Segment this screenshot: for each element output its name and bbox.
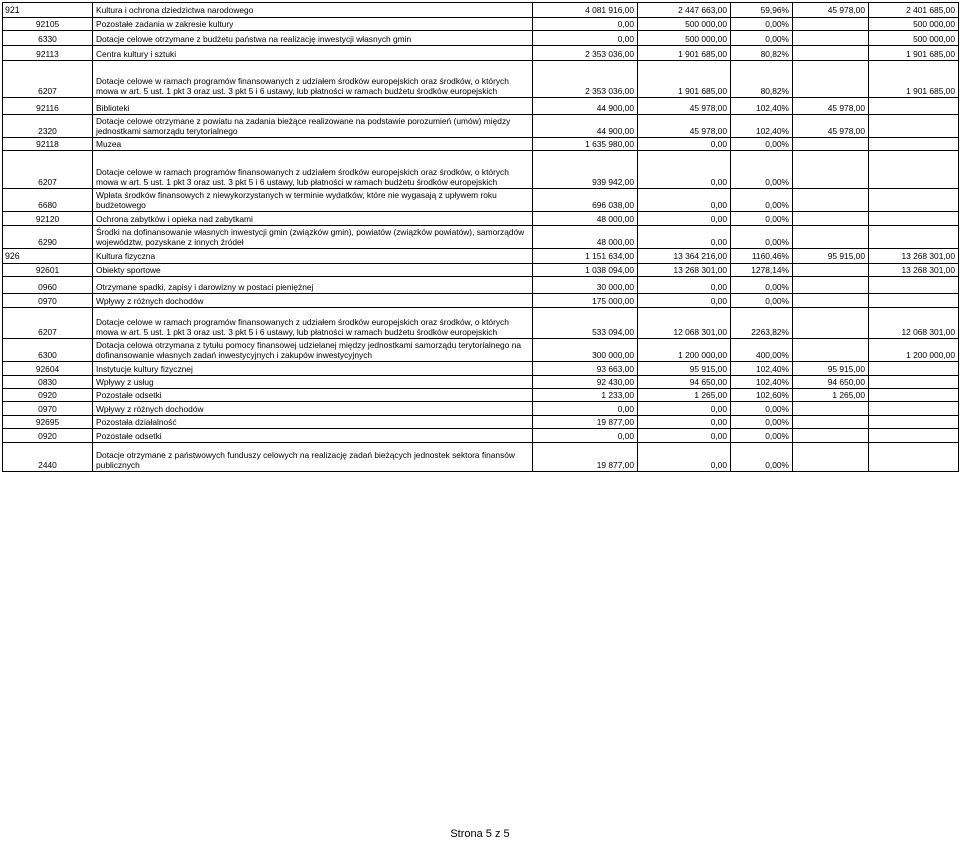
plan-value: 44 900,00: [533, 115, 638, 138]
plan-value: 19 877,00: [533, 443, 638, 472]
execution-value: 95 915,00: [638, 362, 731, 376]
plan-value: 696 038,00: [533, 189, 638, 212]
classification-code: 92118: [3, 138, 93, 151]
property-value: [869, 294, 959, 308]
percent-value: 102,40%: [731, 115, 793, 138]
execution-value: 2 447 663,00: [638, 3, 731, 18]
row-description: Dotacje otrzymane z państwowych funduszy celowych na realizację zadań bieżących jednostek sektora finansów publicznych: [93, 443, 533, 472]
property-value: 1 901 685,00: [869, 61, 959, 98]
current-value: [793, 429, 869, 443]
execution-value: 0,00: [638, 189, 731, 212]
classification-code: 92601: [3, 264, 93, 277]
current-value: [793, 402, 869, 416]
percent-value: 0,00%: [731, 416, 793, 429]
row-description: Pozostałe odsetki: [93, 429, 533, 443]
row-description: Dotacje celowe w ramach programów finansowanych z udziałem środków europejskich oraz środków, o których mowa w art. 5 ust. 1 pkt 3 oraz ust. 3 pkt 5 i 6 ustawy, lub płatności w ramach budżetu środków europejskich: [93, 61, 533, 98]
row-description: Instytucje kultury fizycznej: [93, 362, 533, 376]
plan-value: 175 000,00: [533, 294, 638, 308]
row-description: Wpłata środków finansowych z niewykorzystanych w terminie wydatków, które nie wygasają z upływem roku budżetowego: [93, 189, 533, 212]
execution-value: 0,00: [638, 416, 731, 429]
current-value: 95 915,00: [793, 249, 869, 264]
chapter-row: [3, 212, 959, 226]
current-value: [793, 294, 869, 308]
execution-value: 500 000,00: [638, 18, 731, 31]
row-description: Muzea: [93, 138, 533, 151]
paragraph-row: [3, 389, 959, 402]
classification-code: 92604: [3, 362, 93, 376]
percent-value: 400,00%: [731, 339, 793, 362]
execution-value: 0,00: [638, 138, 731, 151]
row-description: Centra kultury i sztuki: [93, 46, 533, 61]
percent-value: 102,40%: [731, 362, 793, 376]
plan-value: 533 094,00: [533, 308, 638, 339]
execution-value: 13 268 301,00: [638, 264, 731, 277]
property-value: [869, 98, 959, 115]
percent-value: 80,82%: [731, 46, 793, 61]
plan-value: 1 233,00: [533, 389, 638, 402]
page-number: Strona 5 z 5: [450, 828, 510, 840]
property-value: [869, 277, 959, 294]
row-description: Wpływy z usług: [93, 376, 533, 389]
row-description: Środki na dofinansowanie własnych inwestycji gmin (związków gmin), powiatów (związków powiatów), samorządów województw, pozyskane z innych źródeł: [93, 226, 533, 249]
paragraph-row: [3, 189, 959, 212]
plan-value: 0,00: [533, 31, 638, 46]
plan-value: 1 038 094,00: [533, 264, 638, 277]
current-value: [793, 151, 869, 189]
current-value: [793, 31, 869, 46]
percent-value: 0,00%: [731, 226, 793, 249]
property-value: [869, 402, 959, 416]
current-value: 1 265,00: [793, 389, 869, 402]
current-value: [793, 61, 869, 98]
percent-value: 1278,14%: [731, 264, 793, 277]
percent-value: 102,40%: [731, 376, 793, 389]
classification-code: 2440: [3, 443, 93, 472]
property-value: 12 068 301,00: [869, 308, 959, 339]
paragraph-row: [3, 31, 959, 46]
classification-code: 0830: [3, 376, 93, 389]
execution-value: 1 901 685,00: [638, 61, 731, 98]
execution-value: 500 000,00: [638, 31, 731, 46]
current-value: [793, 339, 869, 362]
execution-value: 94 650,00: [638, 376, 731, 389]
execution-value: 45 978,00: [638, 98, 731, 115]
plan-value: 1 635 980,00: [533, 138, 638, 151]
classification-code: 6680: [3, 189, 93, 212]
current-value: 45 978,00: [793, 3, 869, 18]
row-description: Biblioteki: [93, 98, 533, 115]
section-row: [3, 249, 959, 264]
property-value: 2 401 685,00: [869, 3, 959, 18]
classification-code: 0920: [3, 389, 93, 402]
current-value: [793, 308, 869, 339]
row-description: Obiekty sportowe: [93, 264, 533, 277]
paragraph-row: [3, 376, 959, 389]
classification-code: 2320: [3, 115, 93, 138]
plan-value: 0,00: [533, 429, 638, 443]
classification-code: 0970: [3, 402, 93, 416]
classification-code: 92120: [3, 212, 93, 226]
plan-value: 2 353 036,00: [533, 61, 638, 98]
classification-code: 0920: [3, 429, 93, 443]
execution-value: 0,00: [638, 151, 731, 189]
row-description: Pozostałe zadania w zakresie kultury: [93, 18, 533, 31]
plan-value: 2 353 036,00: [533, 46, 638, 61]
classification-code: 926: [3, 249, 93, 264]
current-value: 95 915,00: [793, 362, 869, 376]
classification-code: 6300: [3, 339, 93, 362]
classification-code: 6207: [3, 61, 93, 98]
property-value: 500 000,00: [869, 31, 959, 46]
current-value: 45 978,00: [793, 98, 869, 115]
classification-code: 6207: [3, 308, 93, 339]
property-value: [869, 376, 959, 389]
percent-value: 0,00%: [731, 189, 793, 212]
property-value: [869, 212, 959, 226]
execution-value: 0,00: [638, 294, 731, 308]
execution-value: 0,00: [638, 429, 731, 443]
percent-value: 0,00%: [731, 31, 793, 46]
row-description: Dotacje celowe w ramach programów finansowanych z udziałem środków europejskich oraz środków, o których mowa w art. 5 ust. 1 pkt 3 oraz ust. 3 pkt 5 i 6 ustawy, lub płatności w ramach budżetu środków europejskich: [93, 151, 533, 189]
property-value: [869, 151, 959, 189]
classification-code: 0960: [3, 277, 93, 294]
classification-code: 92113: [3, 46, 93, 61]
plan-value: 300 000,00: [533, 339, 638, 362]
row-description: Dotacje celowe otrzymane z budżetu państwa na realizację inwestycji własnych gmin: [93, 31, 533, 46]
execution-value: 0,00: [638, 443, 731, 472]
percent-value: 80,82%: [731, 61, 793, 98]
paragraph-row: [3, 429, 959, 443]
row-description: Wpływy z różnych dochodów: [93, 294, 533, 308]
budget-table-body: [3, 3, 959, 472]
row-description: Kultura i ochrona dziedzictwa narodowego: [93, 3, 533, 18]
property-value: [869, 226, 959, 249]
plan-value: 19 877,00: [533, 416, 638, 429]
chapter-row: [3, 264, 959, 277]
classification-code: 6290: [3, 226, 93, 249]
plan-value: 0,00: [533, 402, 638, 416]
paragraph-row: [3, 339, 959, 362]
execution-value: 45 978,00: [638, 115, 731, 138]
execution-value: 1 200 000,00: [638, 339, 731, 362]
current-value: [793, 277, 869, 294]
paragraph-row: [3, 115, 959, 138]
paragraph-row: [3, 151, 959, 189]
percent-value: 102,60%: [731, 389, 793, 402]
plan-value: 0,00: [533, 18, 638, 31]
chapter-row: [3, 362, 959, 376]
plan-value: 93 663,00: [533, 362, 638, 376]
execution-value: 0,00: [638, 402, 731, 416]
row-description: Ochrona zabytków i opieka nad zabytkami: [93, 212, 533, 226]
classification-code: 92105: [3, 18, 93, 31]
plan-value: 939 942,00: [533, 151, 638, 189]
plan-value: 4 081 916,00: [533, 3, 638, 18]
property-value: 500 000,00: [869, 18, 959, 31]
plan-value: 48 000,00: [533, 226, 638, 249]
classification-code: 0970: [3, 294, 93, 308]
classification-code: 92695: [3, 416, 93, 429]
current-value: [793, 264, 869, 277]
row-description: Dotacja celowa otrzymana z tytułu pomocy finansowej udzielanej między jednostkami samorządu terytorialnego na dofinansowanie własnych zadań inwestycyjnych i zakupów inwestycyjnych: [93, 339, 533, 362]
current-value: [793, 138, 869, 151]
current-value: 94 650,00: [793, 376, 869, 389]
row-description: Pozostałe odsetki: [93, 389, 533, 402]
execution-value: 0,00: [638, 277, 731, 294]
execution-value: 0,00: [638, 212, 731, 226]
current-value: [793, 189, 869, 212]
paragraph-row: [3, 277, 959, 294]
property-value: 13 268 301,00: [869, 249, 959, 264]
property-value: [869, 189, 959, 212]
percent-value: 0,00%: [731, 212, 793, 226]
property-value: [869, 416, 959, 429]
classification-code: 6330: [3, 31, 93, 46]
property-value: [869, 389, 959, 402]
row-description: Dotacje celowe otrzymane z powiatu na zadania bieżące realizowane na podstawie porozumień (umów) między jednostkami samorządu terytorialnego: [93, 115, 533, 138]
row-description: Otrzymane spadki, zapisy i darowizny w postaci pieniężnej: [93, 277, 533, 294]
property-value: [869, 138, 959, 151]
chapter-row: [3, 18, 959, 31]
chapter-row: [3, 138, 959, 151]
execution-value: 12 068 301,00: [638, 308, 731, 339]
current-value: [793, 212, 869, 226]
row-description: Dotacje celowe w ramach programów finansowanych z udziałem środków europejskich oraz środków, o których mowa w art. 5 ust. 1 pkt 3 oraz ust. 3 pkt 5 i 6 ustawy, lub płatności w ramach budżetu środków europejskich: [93, 308, 533, 339]
property-value: [869, 362, 959, 376]
plan-value: 44 900,00: [533, 98, 638, 115]
percent-value: 59,96%: [731, 3, 793, 18]
property-value: [869, 429, 959, 443]
paragraph-row: [3, 61, 959, 98]
section-row: [3, 3, 959, 18]
current-value: [793, 18, 869, 31]
plan-value: 1 151 634,00: [533, 249, 638, 264]
plan-value: 30 000,00: [533, 277, 638, 294]
percent-value: 0,00%: [731, 277, 793, 294]
property-value: 1 200 000,00: [869, 339, 959, 362]
percent-value: 1160,46%: [731, 249, 793, 264]
budget-table: [2, 2, 959, 472]
current-value: [793, 443, 869, 472]
paragraph-row: [3, 308, 959, 339]
current-value: [793, 46, 869, 61]
percent-value: 0,00%: [731, 138, 793, 151]
chapter-row: [3, 416, 959, 429]
classification-code: 92116: [3, 98, 93, 115]
execution-value: 1 901 685,00: [638, 46, 731, 61]
execution-value: 0,00: [638, 226, 731, 249]
row-description: Kultura fizyczna: [93, 249, 533, 264]
property-value: 13 268 301,00: [869, 264, 959, 277]
percent-value: 0,00%: [731, 151, 793, 189]
classification-code: 6207: [3, 151, 93, 189]
percent-value: 0,00%: [731, 429, 793, 443]
execution-value: 1 265,00: [638, 389, 731, 402]
classification-code: 921: [3, 3, 93, 18]
row-description: Pozostała działalność: [93, 416, 533, 429]
paragraph-row: [3, 402, 959, 416]
percent-value: 0,00%: [731, 402, 793, 416]
percent-value: 0,00%: [731, 443, 793, 472]
percent-value: 2263,82%: [731, 308, 793, 339]
chapter-row: [3, 98, 959, 115]
row-description: Wpływy z różnych dochodów: [93, 402, 533, 416]
current-value: [793, 416, 869, 429]
execution-value: 13 364 216,00: [638, 249, 731, 264]
paragraph-row: [3, 443, 959, 472]
percent-value: 102,40%: [731, 98, 793, 115]
property-value: 1 901 685,00: [869, 46, 959, 61]
plan-value: 92 430,00: [533, 376, 638, 389]
property-value: [869, 443, 959, 472]
paragraph-row: [3, 294, 959, 308]
paragraph-row: [3, 226, 959, 249]
percent-value: 0,00%: [731, 18, 793, 31]
current-value: [793, 226, 869, 249]
property-value: [869, 115, 959, 138]
current-value: 45 978,00: [793, 115, 869, 138]
chapter-row: [3, 46, 959, 61]
plan-value: 48 000,00: [533, 212, 638, 226]
percent-value: 0,00%: [731, 294, 793, 308]
